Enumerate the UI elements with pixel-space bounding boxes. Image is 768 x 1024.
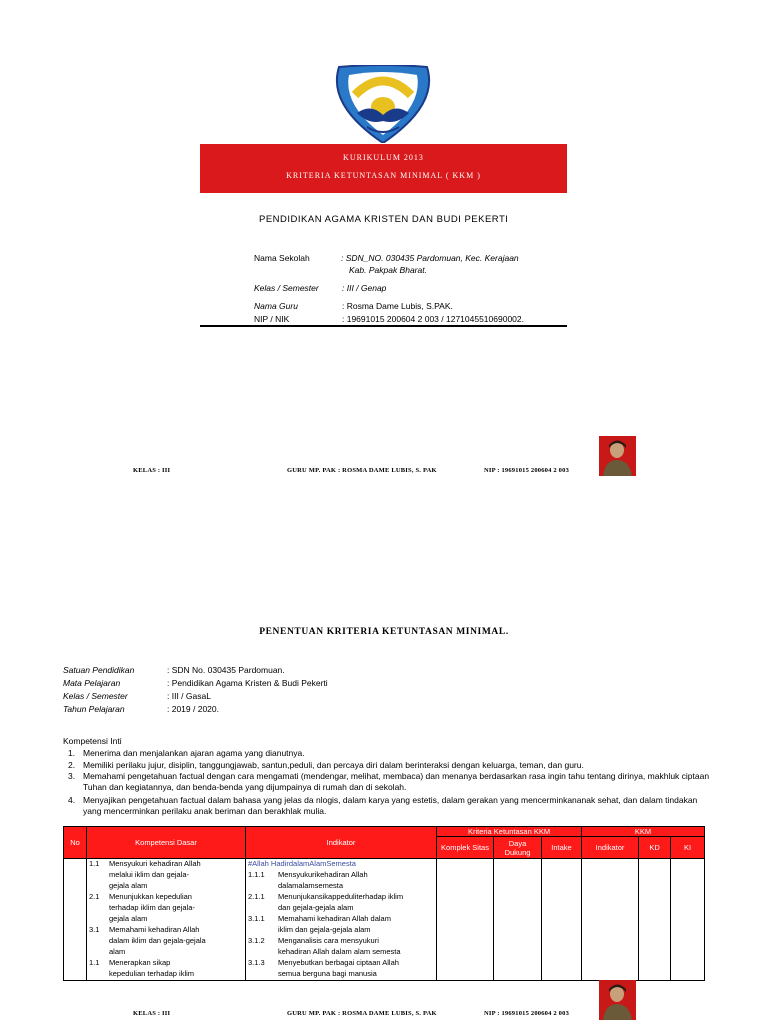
meta-value: : Pendidikan Agama Kristen & Budi Pekerti	[167, 678, 328, 688]
ki-item: Menerima dan menjalankan ajaran agama yang dianutnya.	[83, 748, 305, 758]
header-intake: Intake	[542, 837, 582, 859]
nip-label: NIP / NIK	[254, 314, 290, 324]
class-value: : III / Genap	[342, 283, 387, 293]
cell-indikator-kkm	[582, 859, 639, 981]
ki-number: 2.	[68, 760, 76, 770]
kkm-title: KRITERIA KETUNTASAN MINIMAL ( KKM )	[286, 171, 481, 180]
school-value-cont: Kab. Pakpak Bharat.	[349, 265, 427, 275]
curriculum-title: KURIKULUM 2013	[343, 153, 424, 162]
school-label: Nama Sekolah	[254, 253, 310, 263]
ki-item: Memiliki perilaku jujur, disiplin, tanggungjawab, santun,peduli, dan percaya diri dalam berinteraksi dengan keluarga, teman, dan guru.	[83, 760, 584, 770]
cell-ki	[671, 859, 705, 981]
nip-value: : 19691015 200604 2 003 / 1271045510690002.	[342, 314, 524, 324]
header-indikator: Indikator	[246, 827, 437, 859]
header-kompetensi-dasar: Kompetensi Dasar	[87, 827, 246, 859]
cell-indikator: #Allah HadirdalamAlamSemesta 1.1.1 Mensyukurikehadiran Allah dalamalamsemesta 2.1.1 Menunjukansikappeduliterhadap iklim dan gejala-gejala alam 3.1.1 Memahami kehadiran Allah dalam iklim dan gejala-gejala alam 3.1.2 Menganalisis cara mensyukuri kehadiran Allah dalam alam semesta 3.1.3 Menyebutkan berbagai ciptaan Allah semua berguna bagi manusia	[246, 859, 437, 981]
meta-value: : III / GasaL	[167, 691, 211, 701]
teacher-label: Nama Guru	[254, 301, 298, 311]
cell-kompetensi-dasar: 1.1 Mensyukuri kehadiran Allah melalui iklim dan gejala- gejala alam 2.1 Menunjukkan kepedulian terhadap iklim dan gejala- gejala alam 3.1 Memahami kehadiran Allah dalam iklim dan gejala-gejala alam 1.1 Menerapkan sikap kepedulian terhadap iklim	[87, 859, 246, 981]
class-label: Kelas / Semester	[254, 283, 319, 293]
ki-item: Memahami pengetahuan factual dengan cara mengamati (mendengar, melihat, membaca) dan menanya berdasarkan rasa ingin tahu tentang dirinya, makhluk ciptaan Tuhan dan kegiatannya, dan benda-benda yang dijumpainya di rumah dan di sekolah.	[83, 771, 710, 792]
header-daya-dukung: Daya Dukung	[494, 837, 542, 859]
footer-guru: GURU MP. PAK : ROSMA DAME LUBIS, S. PAK	[287, 1010, 437, 1017]
divider	[200, 325, 567, 327]
teacher-photo	[599, 980, 636, 1020]
school-value: : SDN_NO. 030435 Pardomuan, Kec. Kerajaan	[341, 253, 519, 263]
header-kkm: KKM	[582, 827, 705, 837]
ki-number: 4.	[68, 795, 76, 805]
meta-value: : 2019 / 2020.	[167, 704, 219, 714]
subject-title: PENDIDIKAN AGAMA KRISTEN DAN BUDI PEKERTI	[259, 214, 509, 225]
table-row	[64, 859, 705, 981]
cell-daya-dukung	[494, 859, 542, 981]
teacher-value: : Rosma Dame Lubis, S.PAK.	[342, 301, 453, 311]
header-kriteria: Kriteria Ketuntasan KKM	[437, 827, 582, 837]
footer-kelas: KELAS : III	[133, 467, 171, 474]
header-no: No	[64, 827, 87, 859]
kkm-banner	[200, 144, 567, 193]
footer-nip: NIP : 19691015 200604 2 003	[484, 1010, 570, 1017]
header-indikator-kkm: Indikator	[582, 837, 639, 859]
meta-label: Mata Pelajaran	[63, 678, 121, 688]
tut-wuri-handayani-logo	[327, 65, 439, 143]
header-ki: KI	[671, 837, 705, 859]
ki-title: Kompetensi Inti	[63, 736, 122, 746]
cell-intake	[542, 859, 582, 981]
ki-number: 3.	[68, 771, 76, 781]
teacher-photo	[599, 436, 636, 476]
header-komplek-sitas: Komplek Sitas	[437, 837, 494, 859]
main-title: PENENTUAN KRITERIA KETUNTASAN MINIMAL.	[259, 627, 509, 637]
meta-label: Kelas / Semester	[63, 691, 128, 701]
footer-nip: NIP : 19691015 200604 2 003	[484, 467, 570, 474]
kkm-table	[63, 826, 705, 981]
ki-number: 1.	[68, 748, 76, 758]
header-kd: KD	[639, 837, 671, 859]
cell-kd	[639, 859, 671, 981]
footer-kelas: KELAS : III	[133, 1010, 171, 1017]
meta-value: : SDN No. 030435 Pardomuan.	[167, 665, 285, 675]
meta-label: Satuan Pendidikan	[63, 665, 135, 675]
cell-no	[64, 859, 87, 981]
meta-label: Tahun Pelajaran	[63, 704, 125, 714]
cell-komplek-sitas	[437, 859, 494, 981]
footer-guru: GURU MP. PAK : ROSMA DAME LUBIS, S. PAK	[287, 467, 437, 474]
ki-item: Menyajikan pengetahuan factual dalam bahasa yang jelas da nlogis, dalam karya yang estetis, dalam gerakan yang mencerminkananak sehat, dan dalam tindakan yang mencerminkan perilaku anak beriman dan berakhlak mulia.	[83, 795, 698, 816]
